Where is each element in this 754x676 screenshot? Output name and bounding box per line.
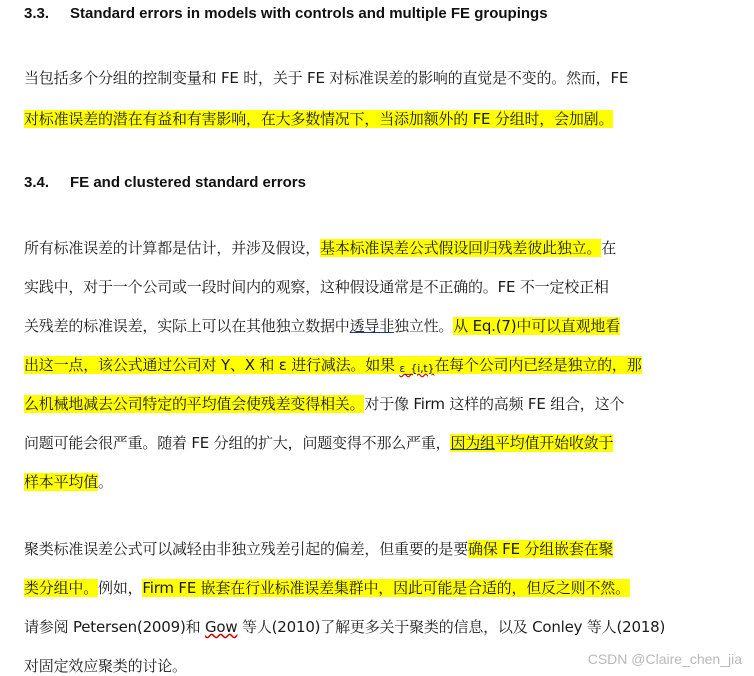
highlight: 对标准误差的潜在有益和有害影响，在大多数情况下，当添加额外的 FE 分组时，会加剧。 <box>24 110 614 128</box>
text: 聚类标准误差公式可以减轻由非独立残差引起的偏差，但重要的是要 <box>24 540 469 558</box>
highlight-underlined: 因为组 <box>450 434 495 452</box>
highlight: 基本标准误差公式假设回归残差彼此独立。 <box>320 239 602 257</box>
paragraph-line <box>24 617 732 637</box>
text: 在每个公司内已经是独立的，那 <box>434 356 642 374</box>
text: 关残差的标准误差，实际上可以在其他独立数据中 <box>24 317 350 335</box>
paragraph-line <box>24 68 732 88</box>
watermark: CSDN @Claire_chen_jia <box>587 651 742 667</box>
section-number: 3.3. <box>24 5 50 22</box>
highlight <box>24 356 642 374</box>
paragraph-line <box>24 316 732 336</box>
paragraph-line <box>24 578 732 598</box>
text: 当包括多个分组的控制变量和 FE 时，关于 FE 对标准误差的影响的直觉是不变的。然而，FE <box>24 69 629 87</box>
highlight: 类分组中。 <box>24 579 99 597</box>
highlight: 样本平均值 <box>24 473 99 491</box>
section-title: FE and clustered standard errors <box>70 174 306 191</box>
paragraph-line <box>24 277 732 297</box>
text: 在 <box>601 239 617 257</box>
epsilon-symbol: ε_{i,t} <box>399 362 435 375</box>
section-title: Standard errors in models with controls and multiple FE groupings <box>70 5 548 22</box>
text: 请参阅 Petersen(2009)和 <box>24 618 205 636</box>
underlined-text: 透导非 <box>349 317 395 335</box>
text: 问题可能会很严重。随着 FE 分组的扩大，问题变得不那么严重， <box>24 434 451 452</box>
highlight: Firm FE 嵌套在行业标准误差集群中，因此可能是合适的，但反之则不然。 <box>142 579 630 597</box>
text: 独立性。 <box>394 317 454 335</box>
paragraph-line <box>24 472 732 492</box>
section-heading-3-4 <box>24 174 306 191</box>
text: 对固定效应聚类的讨论。 <box>24 657 187 675</box>
highlight: 么机械地减去公司特定的平均值会使残差变得相关。 <box>24 395 365 413</box>
section-heading-3-3 <box>24 5 548 22</box>
text: 实践中，对于一个公司或一段时间内的观察，这种假设通常是不正确的。FE 不一定校正相 <box>24 278 609 296</box>
text: 等人(2010)了解更多关于聚类的信息，以及 Conley 等人(2018) <box>237 618 666 636</box>
text: 对于像 Firm 这样的高频 FE 组合，这个 <box>364 395 625 413</box>
paragraph-line <box>24 394 732 414</box>
highlight: 从 Eq.(7)中可以直观地看 <box>453 317 621 335</box>
spellcheck-text: Gow <box>204 618 238 636</box>
paragraph-line <box>24 355 732 379</box>
paragraph-line <box>24 109 732 129</box>
text: 例如， <box>98 579 143 597</box>
paragraph-line <box>24 238 732 258</box>
text: 。 <box>98 473 113 491</box>
text: 所有标准误差的计算都是估计，并涉及假设， <box>24 239 321 257</box>
paragraph-line <box>24 433 732 453</box>
highlight: 确保 FE 分组嵌套在聚 <box>468 540 614 558</box>
highlight: 平均值开始收敛于 <box>494 434 614 452</box>
section-number: 3.4. <box>24 174 50 191</box>
text: 出这一点，该公式通过公司对 Y、X 和 ε 进行减法。如果 <box>24 356 400 374</box>
paragraph-line <box>24 539 732 559</box>
